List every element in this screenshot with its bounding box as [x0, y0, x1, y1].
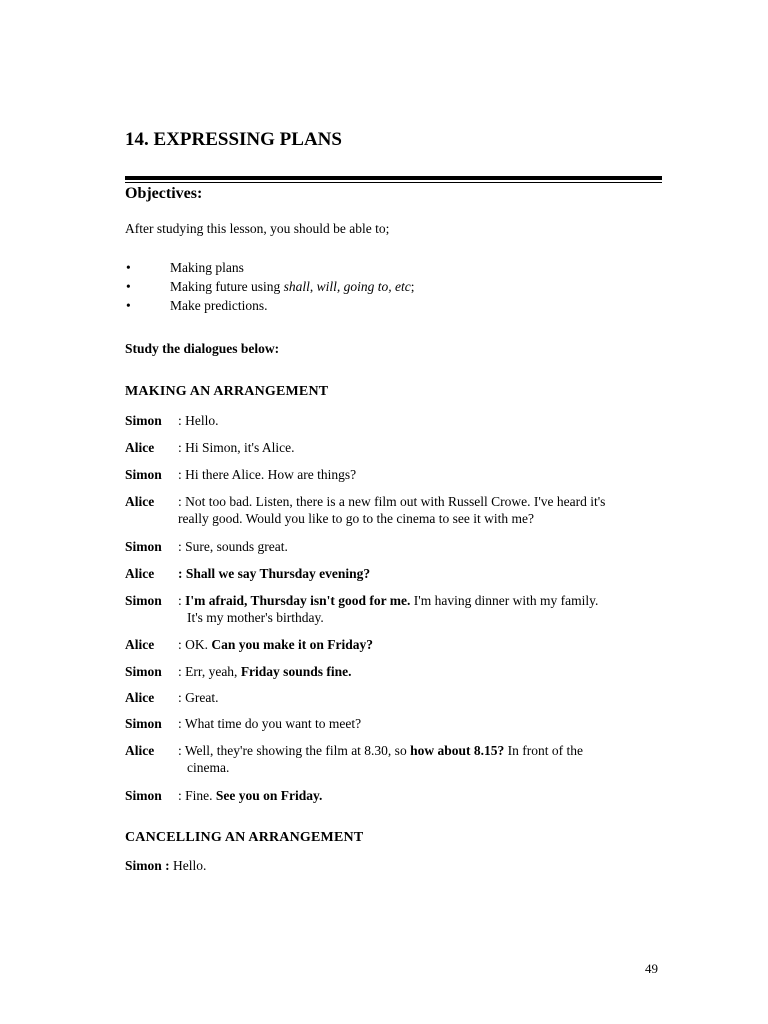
- objective-item: [125, 277, 415, 296]
- speaker-name: Simon: [125, 467, 162, 482]
- dialogue-text: : Hi there Alice. How are things?: [178, 467, 357, 482]
- section-heading-cancelling: CANCELLING AN ARRANGEMENT: [125, 830, 364, 845]
- objectives-intro: After studying this lesson, you should be able to;: [125, 221, 390, 236]
- dialogue-text-continued: It's my mother's birthday.: [187, 610, 324, 625]
- dialogue-text-bold: how about 8.15?: [410, 743, 505, 758]
- speaker-name: Alice: [125, 494, 155, 509]
- bullet-icon: •: [126, 260, 131, 275]
- speaker-name: Alice: [125, 690, 155, 705]
- objective-text-suffix: ;: [410, 279, 415, 294]
- dialogue-text-bold: Friday sounds fine.: [240, 664, 352, 679]
- objectives-list: [125, 258, 415, 315]
- bullet-icon: •: [126, 279, 131, 294]
- dialogue-text-prefix: : Fine.: [178, 788, 216, 803]
- dialogue-text: : Not too bad. Listen, there is a new film out with Russell Crowe. I've heard it's: [178, 494, 606, 509]
- title-rule-thick: [125, 176, 662, 180]
- speaker-name: Alice: [125, 440, 155, 455]
- dialogue-text-continued: cinema.: [187, 760, 230, 775]
- title-rule-thin: [125, 182, 662, 183]
- dialogue-text-prefix: : OK.: [178, 637, 212, 652]
- section-heading-making: MAKING AN ARRANGEMENT: [125, 384, 329, 399]
- speaker-name: Simon: [125, 413, 162, 428]
- speaker-name: Simon: [125, 593, 162, 608]
- objective-text-prefix: Making future using: [170, 279, 284, 294]
- dialogue-text-block: [178, 787, 665, 804]
- dialogue-text: : Great.: [178, 690, 219, 705]
- objective-item: [125, 258, 415, 277]
- lesson-title: 14. EXPRESSING PLANS: [125, 129, 342, 150]
- speaker-name: Simon :: [125, 858, 170, 873]
- dialogue-text-suffix: I'm having dinner with my family.: [410, 593, 599, 608]
- dialogue-text-bold: I'm afraid, Thursday isn't good for me.: [185, 593, 411, 608]
- objective-text: Make predictions.: [170, 298, 268, 313]
- speaker-name: Alice: [125, 566, 155, 581]
- speaker-name: Simon: [125, 788, 162, 803]
- dialogue-line: [125, 858, 206, 874]
- dialogue-text-block: [178, 742, 665, 776]
- dialogue-text-block: [178, 592, 665, 626]
- dialogue-text: : What time do you want to meet?: [178, 716, 362, 731]
- page-number: 49: [645, 961, 658, 976]
- speaker-name: Simon: [125, 716, 162, 731]
- objective-item: [125, 296, 415, 315]
- dialogue-text-bold: See you on Friday.: [215, 788, 323, 803]
- dialogue-text: Hello.: [169, 858, 207, 873]
- speaker-name: Alice: [125, 743, 155, 758]
- dialogue-text-continued: really good. Would you like to go to the cinema to see it with me?: [178, 511, 534, 526]
- dialogue-text: : Hi Simon, it's Alice.: [178, 440, 295, 455]
- objective-text-comma: ,: [309, 279, 317, 294]
- speaker-name: Simon: [125, 539, 162, 554]
- dialogue-text-suffix: In front of the: [504, 743, 583, 758]
- dialogue-text-prefix: : Err, yeah,: [178, 664, 241, 679]
- objective-term-will: will, going to, etc: [316, 279, 411, 294]
- speaker-name: Alice: [125, 637, 155, 652]
- bullet-icon: •: [126, 298, 131, 313]
- dialogue-text: : Hello.: [178, 413, 219, 428]
- speaker-name: Simon: [125, 664, 162, 679]
- objective-term-shall: shall: [283, 279, 310, 294]
- objectives-heading: Objectives:: [125, 185, 203, 202]
- dialogue-text-block: [178, 493, 665, 527]
- dialogue-text: : Sure, sounds great.: [178, 539, 288, 554]
- dialogue-text-bold: : Shall we say Thursday evening?: [178, 566, 371, 581]
- study-instruction: Study the dialogues below:: [125, 341, 280, 356]
- dialogue-text-bold: Can you make it on Friday?: [211, 637, 374, 652]
- objective-text: Making plans: [170, 260, 244, 275]
- dialogue-text-block: [178, 636, 665, 653]
- dialogue-text-block: [178, 663, 665, 680]
- dialogue-text-prefix: : Well, they're showing the film at 8.30, so: [178, 743, 411, 758]
- dialogue-text-prefix: :: [178, 593, 186, 608]
